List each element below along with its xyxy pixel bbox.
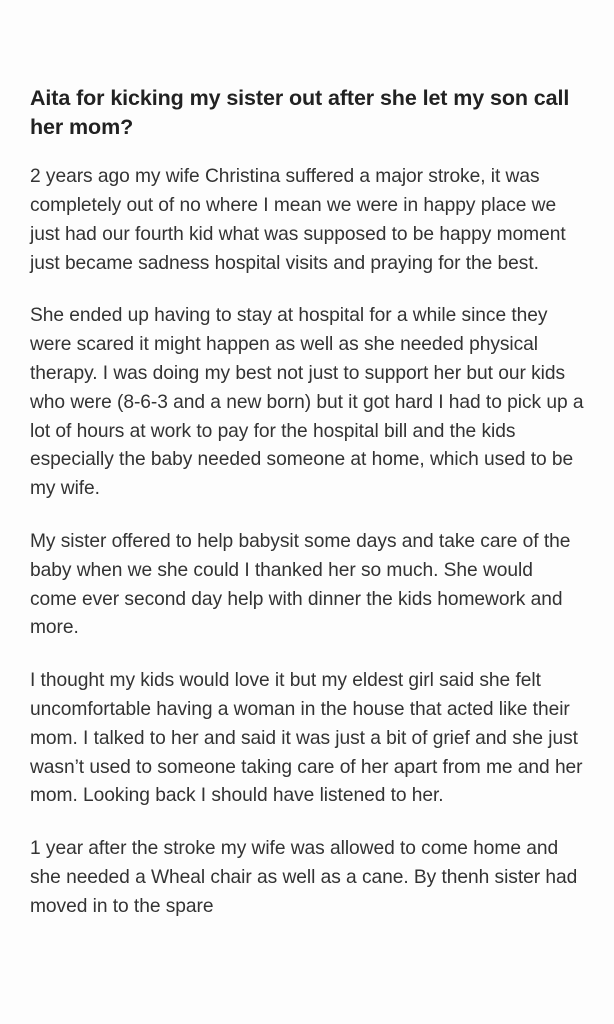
top-spacer [30,0,584,84]
body-paragraph: 2 years ago my wife Christina suffered a major stroke, it was completely out of no where I mean we were in happy place we just had our fourth kid what was supposed to be happy moment just became sadness hospital visits and praying for the best. [30,166,566,274]
body-paragraph: I thought my kids would love it but my eldest girl said she felt uncomfortable having a woman in the house that acted like their mom. I talked to her and said it was just a bit of grief and she just wasn’t used to someone taking care of her apart from me and her mom. Looking back I should have listened to her. [30,670,583,807]
body-paragraph: My sister offered to help babysit some days and take care of the baby when we she could I thanked her so much. She would come ever second day help with dinner the kids homework and more. [30,530,571,639]
bottom-fade-overlay [0,1010,614,1024]
body-paragraph: She ended up having to stay at hospital for a while since they were scared it might happen as well as she needed physical therapy. I was doing my best not just to support her but our kids who were (8-6-3 and a new born) but it got hard I had to pick up a lot of hours at work to pay for the hospital bill and the kids especially the baby needed someone at home, which used to be my wife. [30,305,584,500]
post-body [30,163,584,921]
page-title: Aita for kicking my sister out after she let my son call her mom? [30,86,570,139]
body-paragraph: 1 year after the stroke my wife was allowed to come home and she needed a Wheal chair as well as a cane. By thenh sister had moved in to the spare [30,838,578,917]
